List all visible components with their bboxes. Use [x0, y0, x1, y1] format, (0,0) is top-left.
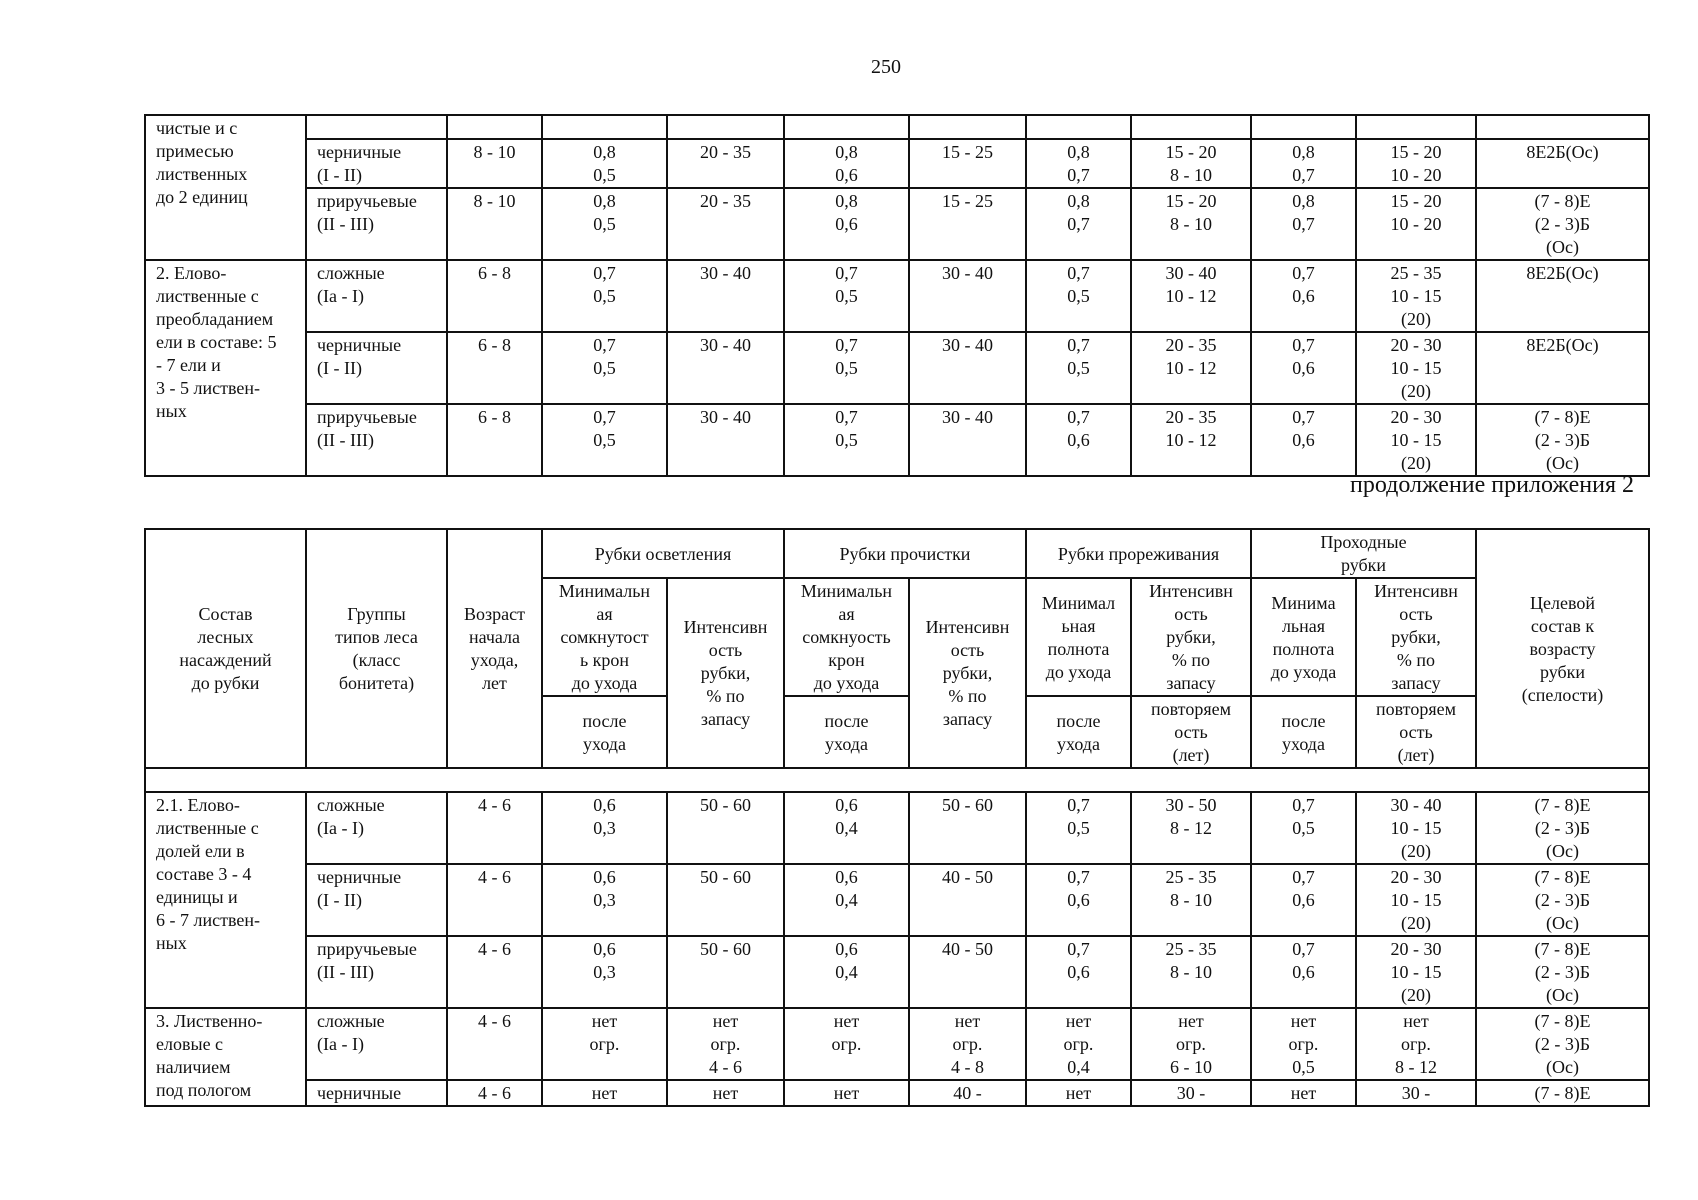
value-cell: 15 - 20 10 - 20 — [1356, 139, 1476, 188]
value-cell: 0,7 0,6 — [1251, 404, 1356, 476]
header-intensity-clearing: Интенсивн ость рубки, % по запасу — [909, 578, 1026, 768]
table-row — [145, 115, 1649, 139]
composition-cell: 2. Елово- лиственные с преобладанием ели в составе: 5 - 7 ели и 3 - 5 листвен- ных — [145, 260, 306, 476]
value-cell: 0,7 0,5 — [784, 332, 909, 404]
value-cell — [909, 115, 1026, 139]
value-cell: 0,7 0,5 — [784, 404, 909, 476]
value-cell: 40 - 50 — [909, 936, 1026, 1008]
value-cell: нет — [1026, 1080, 1131, 1106]
value-cell: 20 - 30 10 - 15 (20) — [1356, 332, 1476, 404]
appendix-continuation-caption: продолжение приложения 2 — [1350, 472, 1634, 498]
value-cell: 25 - 35 10 - 15 (20) — [1356, 260, 1476, 332]
value-cell: 30 - 40 10 - 12 — [1131, 260, 1251, 332]
table-row — [145, 188, 1649, 260]
header-repeat-thinning: повторяем ость (лет) — [1131, 696, 1251, 768]
value-cell: 0,7 0,5 — [1026, 260, 1131, 332]
value-cell: 8Е2Б(Ос) — [1476, 332, 1649, 404]
value-cell: 50 - 60 — [667, 936, 784, 1008]
value-cell: 40 - — [909, 1080, 1026, 1106]
value-cell — [447, 115, 542, 139]
header-thinning: Рубки прореживания — [1026, 529, 1251, 578]
value-cell — [542, 115, 667, 139]
header-min-closure-clearing: Минимальн ая сомкнуость крон до ухода — [784, 578, 909, 696]
value-cell: 50 - 60 — [909, 792, 1026, 864]
value-cell: нет — [1251, 1080, 1356, 1106]
value-cell: 25 - 35 8 - 10 — [1131, 936, 1251, 1008]
table-row — [145, 1080, 1649, 1106]
value-cell: 8Е2Б(Ос) — [1476, 260, 1649, 332]
table-row — [145, 332, 1649, 404]
header-intensity-passing: Интенсивн ость рубки, % по запасу — [1356, 578, 1476, 696]
value-cell: 0,7 0,6 — [1251, 260, 1356, 332]
value-cell: нет огр. 8 - 12 — [1356, 1008, 1476, 1080]
value-cell: 0,7 0,6 — [1026, 404, 1131, 476]
table-row — [145, 792, 1649, 864]
value-cell: нет огр. — [784, 1008, 909, 1080]
header-min-closure-cleaning: Минимальн ая сомкнутост ь крон до ухода — [542, 578, 667, 696]
value-cell: 0,7 0,6 — [1026, 936, 1131, 1008]
table-part-2-body — [145, 792, 1649, 1106]
value-cell: 0,7 0,5 — [1026, 332, 1131, 404]
forest-group-cell: черничные — [306, 1080, 447, 1106]
value-cell: 30 - — [1356, 1080, 1476, 1106]
value-cell: 6 - 8 — [447, 332, 542, 404]
forest-group-cell: сложные (Ia - I) — [306, 792, 447, 864]
value-cell: 4 - 6 — [447, 1008, 542, 1080]
value-cell: (7 - 8)Е — [1476, 1080, 1649, 1106]
value-cell: 20 - 30 10 - 15 (20) — [1356, 864, 1476, 936]
table-row — [145, 1008, 1649, 1080]
value-cell: 0,8 0,5 — [542, 139, 667, 188]
value-cell: нет огр. 0,4 — [1026, 1008, 1131, 1080]
value-cell: 8 - 10 — [447, 139, 542, 188]
value-cell: 15 - 25 — [909, 139, 1026, 188]
value-cell: 8Е2Б(Ос) — [1476, 139, 1649, 188]
value-cell: 15 - 20 10 - 20 — [1356, 188, 1476, 260]
table-row — [145, 260, 1649, 332]
value-cell: 0,7 0,5 — [542, 404, 667, 476]
value-cell: 0,8 0,7 — [1251, 188, 1356, 260]
value-cell: 15 - 20 8 - 10 — [1131, 188, 1251, 260]
value-cell: нет — [667, 1080, 784, 1106]
table-row — [145, 139, 1649, 188]
header-target-composition: Целевой состав к возрасту рубки (спелости) — [1476, 529, 1649, 768]
header-intensity-cleaning: Интенсивн ость рубки, % по запасу — [667, 578, 784, 768]
value-cell: 0,8 0,7 — [1251, 139, 1356, 188]
value-cell: 0,6 0,4 — [784, 792, 909, 864]
value-cell: нет огр. 6 - 10 — [1131, 1008, 1251, 1080]
value-cell: 0,8 0,7 — [1026, 139, 1131, 188]
value-cell — [1251, 115, 1356, 139]
value-cell: 20 - 30 10 - 15 (20) — [1356, 404, 1476, 476]
value-cell: 0,7 0,5 — [1026, 792, 1131, 864]
value-cell — [1131, 115, 1251, 139]
header-after-passing: после ухода — [1251, 696, 1356, 768]
forest-group-cell: приручьевые (II - III) — [306, 936, 447, 1008]
value-cell: 25 - 35 8 - 10 — [1131, 864, 1251, 936]
value-cell: 0,6 0,3 — [542, 936, 667, 1008]
value-cell: 0,8 0,7 — [1026, 188, 1131, 260]
composition-cell: 2.1. Елово- лиственные с долей ели в составе 3 - 4 единицы и 6 - 7 листвен- ных — [145, 792, 306, 1008]
forest-group-cell: приручьевые (II - III) — [306, 188, 447, 260]
value-cell: 30 - 40 10 - 15 (20) — [1356, 792, 1476, 864]
header-after-thinning: после ухода — [1026, 696, 1131, 768]
value-cell: 0,6 0,3 — [542, 864, 667, 936]
forest-group-cell: сложные (Ia - I) — [306, 1008, 447, 1080]
forest-group-cell: сложные (Ia - I) — [306, 260, 447, 332]
composition-cell: 3. Лиственно- еловые с наличием под пологом — [145, 1008, 306, 1106]
header-cleaning: Рубки осветления — [542, 529, 784, 578]
value-cell: (7 - 8)Е (2 - 3)Б (Ос) — [1476, 404, 1649, 476]
value-cell: 0,7 0,6 — [1251, 936, 1356, 1008]
value-cell: 0,7 0,6 — [1026, 864, 1131, 936]
value-cell: 0,8 0,5 — [542, 188, 667, 260]
value-cell: 4 - 6 — [447, 864, 542, 936]
table-header — [145, 529, 1649, 792]
header-repeat-passing: повторяем ость (лет) — [1356, 696, 1476, 768]
forest-group-cell: приручьевые (II - III) — [306, 404, 447, 476]
value-cell — [1026, 115, 1131, 139]
header-after-cleaning: после ухода — [542, 696, 667, 768]
value-cell: (7 - 8)Е (2 - 3)Б (Ос) — [1476, 864, 1649, 936]
value-cell: 4 - 6 — [447, 792, 542, 864]
value-cell: 0,7 0,6 — [1251, 864, 1356, 936]
table-part-1 — [144, 114, 1650, 477]
value-cell: 6 - 8 — [447, 404, 542, 476]
value-cell — [667, 115, 784, 139]
table-row — [145, 936, 1649, 1008]
value-cell: 20 - 35 — [667, 139, 784, 188]
value-cell: 0,7 0,5 — [1251, 792, 1356, 864]
value-cell: нет — [542, 1080, 667, 1106]
value-cell — [1356, 115, 1476, 139]
forest-group-cell — [306, 115, 447, 139]
value-cell: 4 - 6 — [447, 1080, 542, 1106]
value-cell: нет огр. — [542, 1008, 667, 1080]
value-cell: 20 - 30 10 - 15 (20) — [1356, 936, 1476, 1008]
value-cell: (7 - 8)Е (2 - 3)Б (Ос) — [1476, 792, 1649, 864]
value-cell: 6 - 8 — [447, 260, 542, 332]
value-cell — [784, 115, 909, 139]
header-start-age: Возраст начала ухода, лет — [447, 529, 542, 768]
value-cell: 30 - 40 — [909, 404, 1026, 476]
value-cell: 8 - 10 — [447, 188, 542, 260]
value-cell: 0,8 0,6 — [784, 139, 909, 188]
forest-group-cell: черничные (I - II) — [306, 139, 447, 188]
page-number: 250 — [871, 56, 901, 78]
value-cell: нет огр. 4 - 6 — [667, 1008, 784, 1080]
value-cell: 50 - 60 — [667, 864, 784, 936]
value-cell: нет огр. 0,5 — [1251, 1008, 1356, 1080]
value-cell: 0,6 0,4 — [784, 936, 909, 1008]
value-cell: 15 - 25 — [909, 188, 1026, 260]
header-passing: Проходные рубки — [1251, 529, 1476, 578]
value-cell: 50 - 60 — [667, 792, 784, 864]
forest-group-cell: черничные (I - II) — [306, 864, 447, 936]
value-cell: 0,7 0,6 — [1251, 332, 1356, 404]
value-cell: (7 - 8)Е (2 - 3)Б (Ос) — [1476, 188, 1649, 260]
value-cell: 15 - 20 8 - 10 — [1131, 139, 1251, 188]
composition-cell: чистые и с примесью лиственных до 2 единиц — [145, 115, 306, 260]
value-cell: нет огр. 4 - 8 — [909, 1008, 1026, 1080]
value-cell: 0,7 0,5 — [784, 260, 909, 332]
value-cell: 30 - — [1131, 1080, 1251, 1106]
value-cell: 20 - 35 10 - 12 — [1131, 404, 1251, 476]
value-cell: 30 - 40 — [667, 404, 784, 476]
value-cell: 0,6 0,3 — [542, 792, 667, 864]
value-cell: 4 - 6 — [447, 936, 542, 1008]
table-row — [145, 404, 1649, 476]
header-min-density-thinning: Минимал ьная полнота до ухода — [1026, 578, 1131, 696]
table-part-2 — [144, 528, 1650, 1107]
value-cell: 40 - 50 — [909, 864, 1026, 936]
value-cell — [1476, 115, 1649, 139]
value-cell: 30 - 40 — [667, 260, 784, 332]
header-clearing: Рубки прочистки — [784, 529, 1026, 578]
value-cell: 30 - 50 8 - 12 — [1131, 792, 1251, 864]
header-composition: Состав лесных насаждений до рубки — [145, 529, 306, 768]
value-cell: 30 - 40 — [667, 332, 784, 404]
value-cell: 0,6 0,4 — [784, 864, 909, 936]
value-cell: 20 - 35 — [667, 188, 784, 260]
value-cell: (7 - 8)Е (2 - 3)Б (Ос) — [1476, 936, 1649, 1008]
header-after-clearing: после ухода — [784, 696, 909, 768]
header-spacer-row — [145, 768, 1649, 792]
header-forest-groups: Группы типов леса (класс бонитета) — [306, 529, 447, 768]
value-cell: 0,8 0,6 — [784, 188, 909, 260]
value-cell: нет — [784, 1080, 909, 1106]
value-cell: 20 - 35 10 - 12 — [1131, 332, 1251, 404]
header-intensity-thinning: Интенсивн ость рубки, % по запасу — [1131, 578, 1251, 696]
forest-group-cell: черничные (I - II) — [306, 332, 447, 404]
value-cell: (7 - 8)Е (2 - 3)Б (Ос) — [1476, 1008, 1649, 1080]
value-cell: 30 - 40 — [909, 260, 1026, 332]
header-min-density-passing: Минима льная полнота до ухода — [1251, 578, 1356, 696]
value-cell: 0,7 0,5 — [542, 332, 667, 404]
value-cell: 0,7 0,5 — [542, 260, 667, 332]
table-row — [145, 864, 1649, 936]
value-cell: 30 - 40 — [909, 332, 1026, 404]
table-part-1-body — [145, 115, 1649, 476]
